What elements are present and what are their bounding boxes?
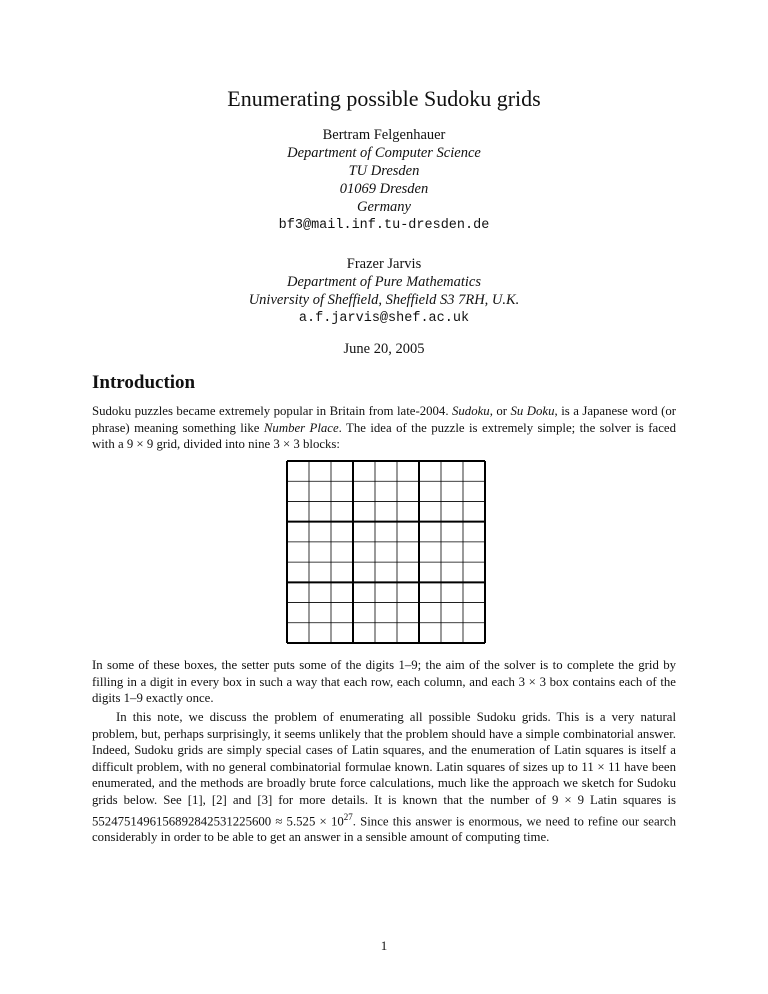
author-2-department: Department of Pure Mathematics	[287, 274, 481, 290]
section-heading-introduction: Introduction	[92, 372, 196, 393]
author-1-institution: TU Dresden	[348, 163, 420, 179]
paper-date: June 20, 2005	[343, 341, 425, 357]
author-2-email: a.f.jarvis@shef.ac.uk	[298, 311, 470, 326]
page-number: 1	[380, 938, 388, 953]
paragraph-1: Sudoku puzzles became extremely popular in Britain from late-2004. Sudoku, or Su Doku, is a Japanese word (or phrase) meaning something like Number Place. The idea of the puzzle is extremely simple; the solver is faced with a 9 × 9 grid, divided into nine 3 × 3 blocks:	[92, 404, 677, 452]
author-1-country: Germany	[357, 199, 411, 215]
author-1-email: bf3@mail.inf.tu-dresden.de	[278, 218, 490, 233]
author-2-institution: University of Sheffield, Sheffield S3 7RH, U.K.	[248, 292, 520, 308]
paper-title: Enumerating possible Sudoku grids	[227, 86, 541, 111]
author-1-name: Bertram Felgenhauer	[322, 127, 446, 143]
author-1-department: Department of Computer Science	[287, 145, 481, 161]
sudoku-grid-svg	[286, 460, 486, 644]
paragraph-3: In this note, we discuss the problem of enumerating all possible Sudoku grids. This is a very natural problem, but, perhaps surprisingly, it seems unlikely that the problem should have a simple combinatorial answer. Indeed, Sudoku grids are simply special cases of Latin squares, and the enumeration of Latin squares is itself a difficult problem, with no general combinatorial formulae known. Latin squares of sizes up to 11 × 11 have been enumerated, and the methods are broadly brute force calculations, much like the approach we sketch for Sudoku grids below. See [1], [2] and [3] for more details. It is known that the number of 9 × 9 Latin squares is $5524751496156892842531225600 \approx 5.525 \times 10^{27}$. Since this answer is enormous, we need to refine our search considerably in order to be able to get an answer in a sensible amount of computing time.	[92, 710, 676, 845]
empty-sudoku-grid	[286, 460, 486, 649]
author-2-name: Frazer Jarvis	[346, 256, 422, 272]
author-1-city: 01069 Dresden	[339, 181, 429, 197]
paragraph-2: In some of these boxes, the setter puts some of the digits 1–9; the aim of the solver is to complete the grid by filling in a digit in every box in such a way that each row, each column, and each 3 × 3 box contains each of the digits 1–9 exactly once.	[92, 658, 676, 706]
